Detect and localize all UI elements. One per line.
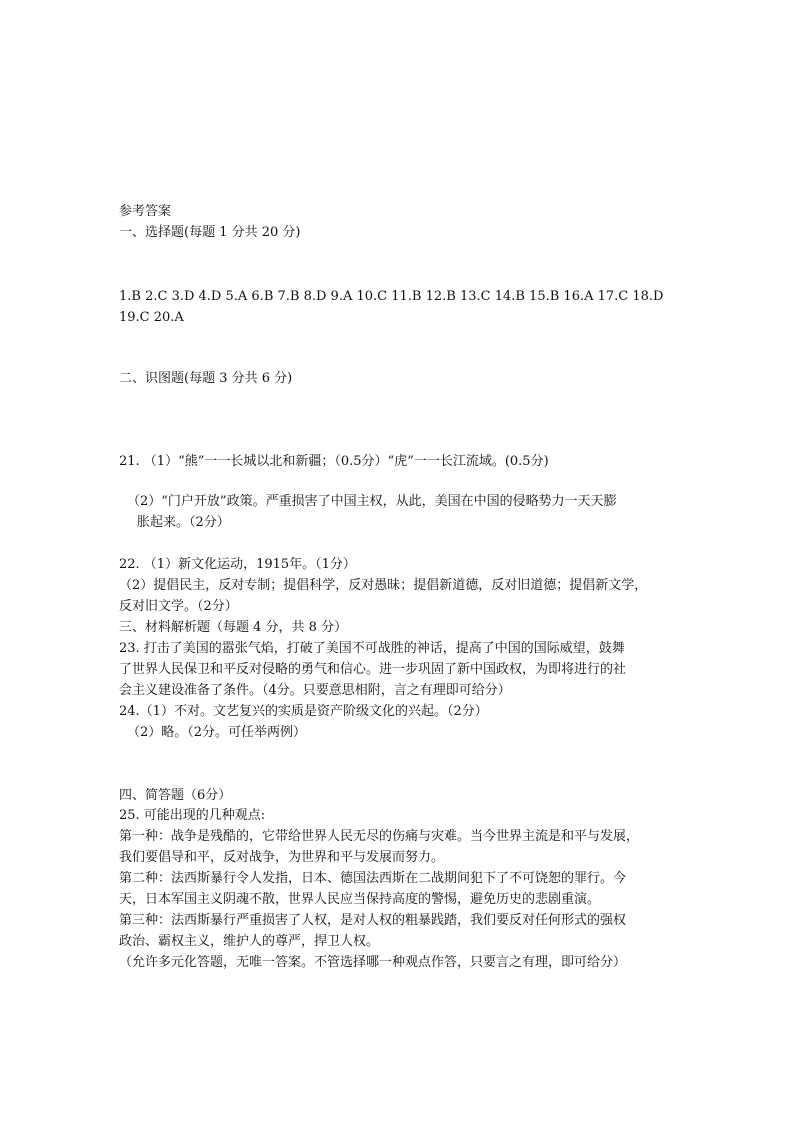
view2-line2: 天，日本军国主义阴魂不散，世界人民应当保持高度的警惕，避免历史的悲剧重演。 bbox=[119, 892, 601, 907]
q22-part1: 22. （1）新文化运动，1915年。（1分） bbox=[119, 557, 356, 572]
view2-line1: 第二种：法西斯暴行令人发指，日本、德国法西斯在二战期间犯下了不可饶恕的罪行。今 bbox=[119, 871, 627, 886]
section1-heading: 一、选择题(每题 1 分共 20 分) bbox=[119, 225, 301, 240]
grading-note: （允许多元化答题，无唯一答案。不管选择哪一种观点作答，只要言之有理，即可给分） bbox=[119, 955, 627, 970]
q25-intro: 25. 可能出现的几种观点: bbox=[119, 808, 266, 823]
view1-line2: 我们要倡导和平，反对战争，为世界和平与发展而努力。 bbox=[119, 850, 445, 865]
q23-line1: 23. 打击了美国的嚣张气焰，打破了美国不可战胜的神话，提高了中国的国际威望，鼓舞 bbox=[119, 641, 625, 656]
q23-line2: 了世界人民保卫和平反对侵略的勇气和信心。进一步巩固了新中国政权，为即将进行的社 bbox=[119, 662, 627, 677]
view1-line1: 第一种：战争是残酷的，它带给世界人民无尽的伤痛与灾难。当今世界主流是和平与发展， bbox=[119, 829, 640, 844]
section4-heading: 四、简答题（6分） bbox=[119, 788, 232, 803]
document-title: 参考答案 bbox=[119, 204, 172, 219]
mc-answers-line2: 19.C 20.A bbox=[119, 310, 184, 325]
q23-line3: 会主义建设准备了条件。（4分。只要意思相附，言之有理即可给分） bbox=[119, 683, 511, 698]
q24-part1: 24.（1）不对。文艺复兴的实质是资产阶级文化的兴起。（2分） bbox=[119, 704, 488, 719]
mc-answers-line1: 1.B 2.C 3.D 4.D 5.A 6.B 7.B 8.D 9.A 10.C 11.B 12.B 13.C 14.B 15.B 16.A 17.C 18.D bbox=[119, 289, 664, 304]
q24-part2: （2）略。（2分。可任举两例） bbox=[127, 725, 307, 740]
q22-part2-line2: 反对旧文学。（2分） bbox=[119, 599, 238, 614]
section3-heading: 三、材料解析题（每题 4 分，共 8 分） bbox=[119, 620, 348, 635]
q22-part2-line1: （2）提倡民主，反对专制；提倡科学，反对愚昧；提倡新道德，反对旧道德；提倡新文学， bbox=[119, 578, 648, 593]
view3-line2: 政治、霸权主义，维护人的尊严，捍卫人权。 bbox=[119, 934, 380, 949]
section2-heading: 二、识图题(每题 3 分共 6 分) bbox=[119, 371, 293, 386]
q21-part1: 21. （1）“熊”一一长城以北和新疆；（0.5分）“虎”一一长江流域。(0.5分) bbox=[119, 454, 549, 469]
q21-part2-line1: （2）“门户开放”政策。严重损害了中国主权，从此，美国在中国的侵略势力一天天膨 bbox=[127, 494, 617, 509]
q21-part2-line2: 胀起来。（2分） bbox=[137, 515, 230, 530]
view3-line1: 第三种：法西斯暴行严重损害了人权，是对人权的粗暴践踏，我们要反对任何形式的强权 bbox=[119, 913, 627, 928]
